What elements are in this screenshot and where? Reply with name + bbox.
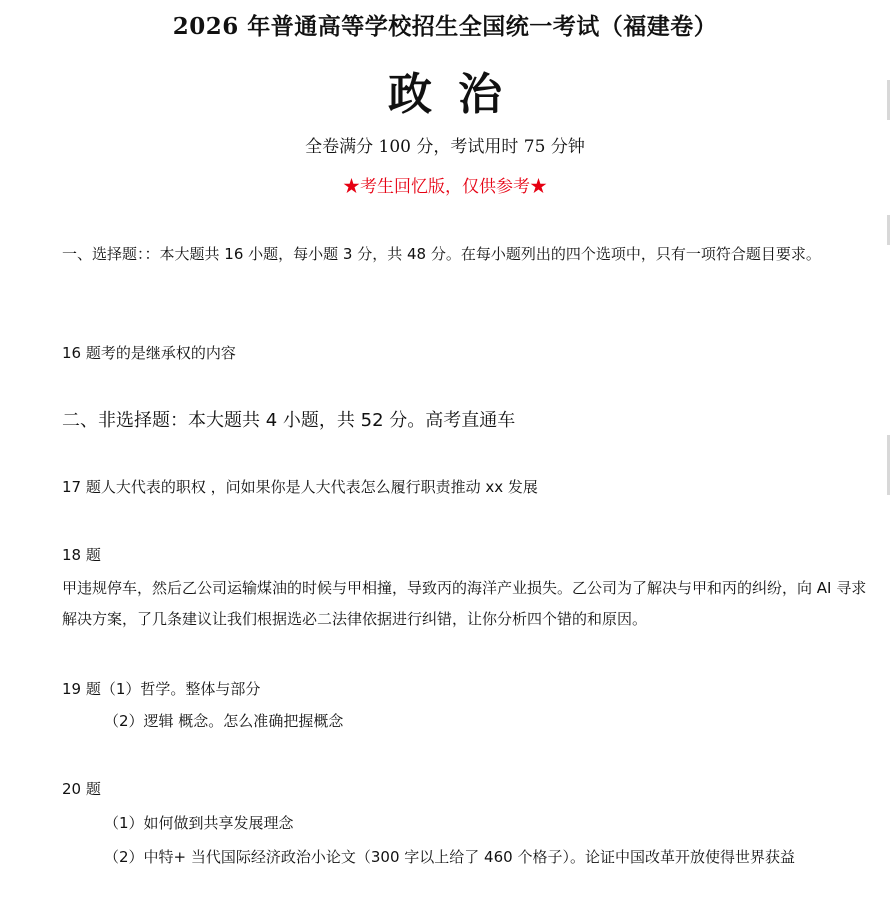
question-20-part1: （1）如何做到共享发展理念 xyxy=(104,814,294,832)
exam-info: 全卷满分 100 分，考试用时 75 分钟 xyxy=(305,137,585,157)
question-18-body: 甲违规停车，然后乙公司运输煤油的时候与甲相撞，导致丙的海洋产业损失。乙公司为了解决与甲和丙的纠纷，向 AI 寻求解决方案，了几条建议让我们根据选必二法律依据进行纠错，让你分析四个错的和原因。 xyxy=(62,579,867,628)
subject-title: 政治 xyxy=(388,69,528,120)
section2-heading: 二、非选择题：本大题共 4 小题，共 52 分。高考直通车 xyxy=(62,410,516,431)
question-17: 17 题人大代表的职权 ，问如果你是人大代表怎么履行职责推动 xx 发展 xyxy=(62,478,538,496)
exam-title: 2026 年普通高等学校招生全国统一考试（福建卷） xyxy=(172,13,718,40)
question-19-part2: （2）逻辑 概念。怎么准确把握概念 xyxy=(104,712,344,730)
question-18-title: 18 题 xyxy=(62,546,101,564)
recall-version-note: ★考生回忆版，仅供参考★ xyxy=(343,177,547,197)
question-16: 16 题考的是继承权的内容 xyxy=(62,344,236,362)
section1-heading: 一、选择题：：本大题共 16 小题，每小题 3 分，共 48 分。在每小题列出的四个选项中，只有一项符合题目要求。 xyxy=(62,245,821,263)
question-20-title: 20 题 xyxy=(62,780,101,798)
question-20-part2: （2）中特+ 当代国际经济政治小论文（300 字以上给了 460 个格子）。论证中国改革开放使得世界获益 xyxy=(104,848,795,866)
question-19-part1: 19 题（1）哲学。整体与部分 xyxy=(62,680,261,698)
